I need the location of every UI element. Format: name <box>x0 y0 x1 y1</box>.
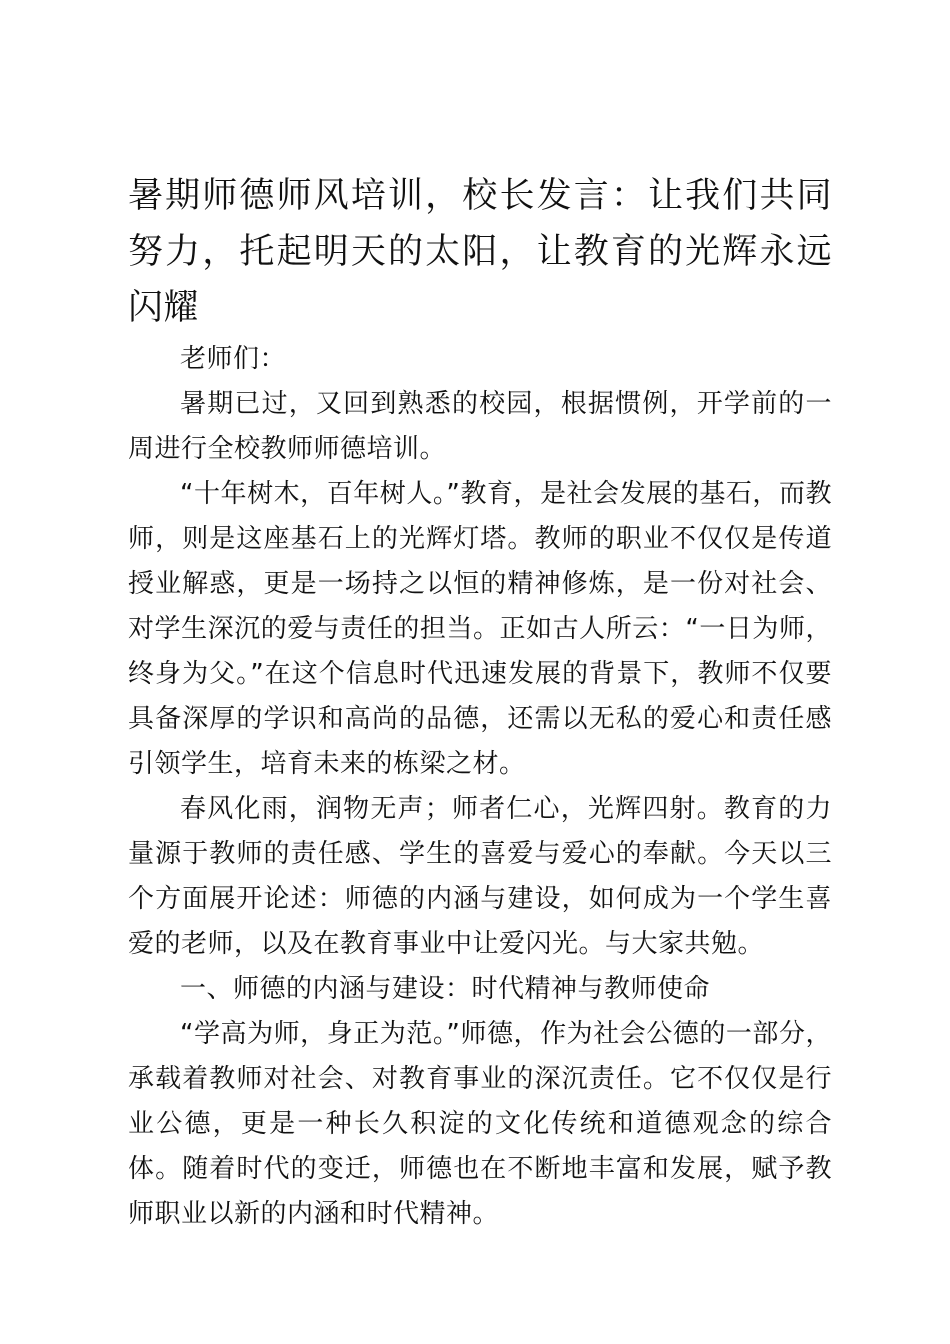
paragraph-spring-breeze: 春风化雨，润物无声；师者仁心，光辉四射。教育的力量源于教师的责任感、学生的喜爱与爱心的奉献。今天以三个方面展开论述：师德的内涵与建设，如何成为一个学生喜爱的老师，以及在教育事业中让爱闪光。与大家共勉。 <box>128 794 832 959</box>
document-title: 暑期师德师风培训，校长发言：让我们共同努力，托起明天的太阳，让教育的光辉永远闪耀 <box>128 176 832 328</box>
document-page <box>128 168 832 1237</box>
paragraph-education: “十年树木，百年树人。”教育，是社会发展的基石，而教师，则是这座基石上的光辉灯塔。教师的职业不仅仅是传道授业解惑，更是一场持之以恒的精神修炼，是一份对社会、对学生深沉的爱与责任的担当。正如古人所云：“一日为师，终身为父。”在这个信息时代迅速发展的背景下，教师不仅要具备深厚的学识和高尚的品德，还需以无私的爱心和责任感引领学生，培育未来的栋梁之材。 <box>128 479 832 779</box>
greeting-paragraph: 老师们： <box>180 344 287 374</box>
paragraph-teacher-ethics: “学高为师，身正为范。”师德，作为社会公德的一部分，承载着教师对社会、对教育事业的深沉责任。它不仅仅是行业公德，更是一种长久积淀的文化传统和道德观念的综合体。随着时代的变迁，师德也在不断地丰富和发展，赋予教师职业以新的内涵和时代精神。 <box>128 1019 832 1229</box>
paragraph-intro: 暑期已过，又回到熟悉的校园，根据惯例，开学前的一周进行全校教师师德培训。 <box>128 389 832 464</box>
section-heading-1: 一、师德的内涵与建设：时代精神与教师使命 <box>180 974 711 1004</box>
